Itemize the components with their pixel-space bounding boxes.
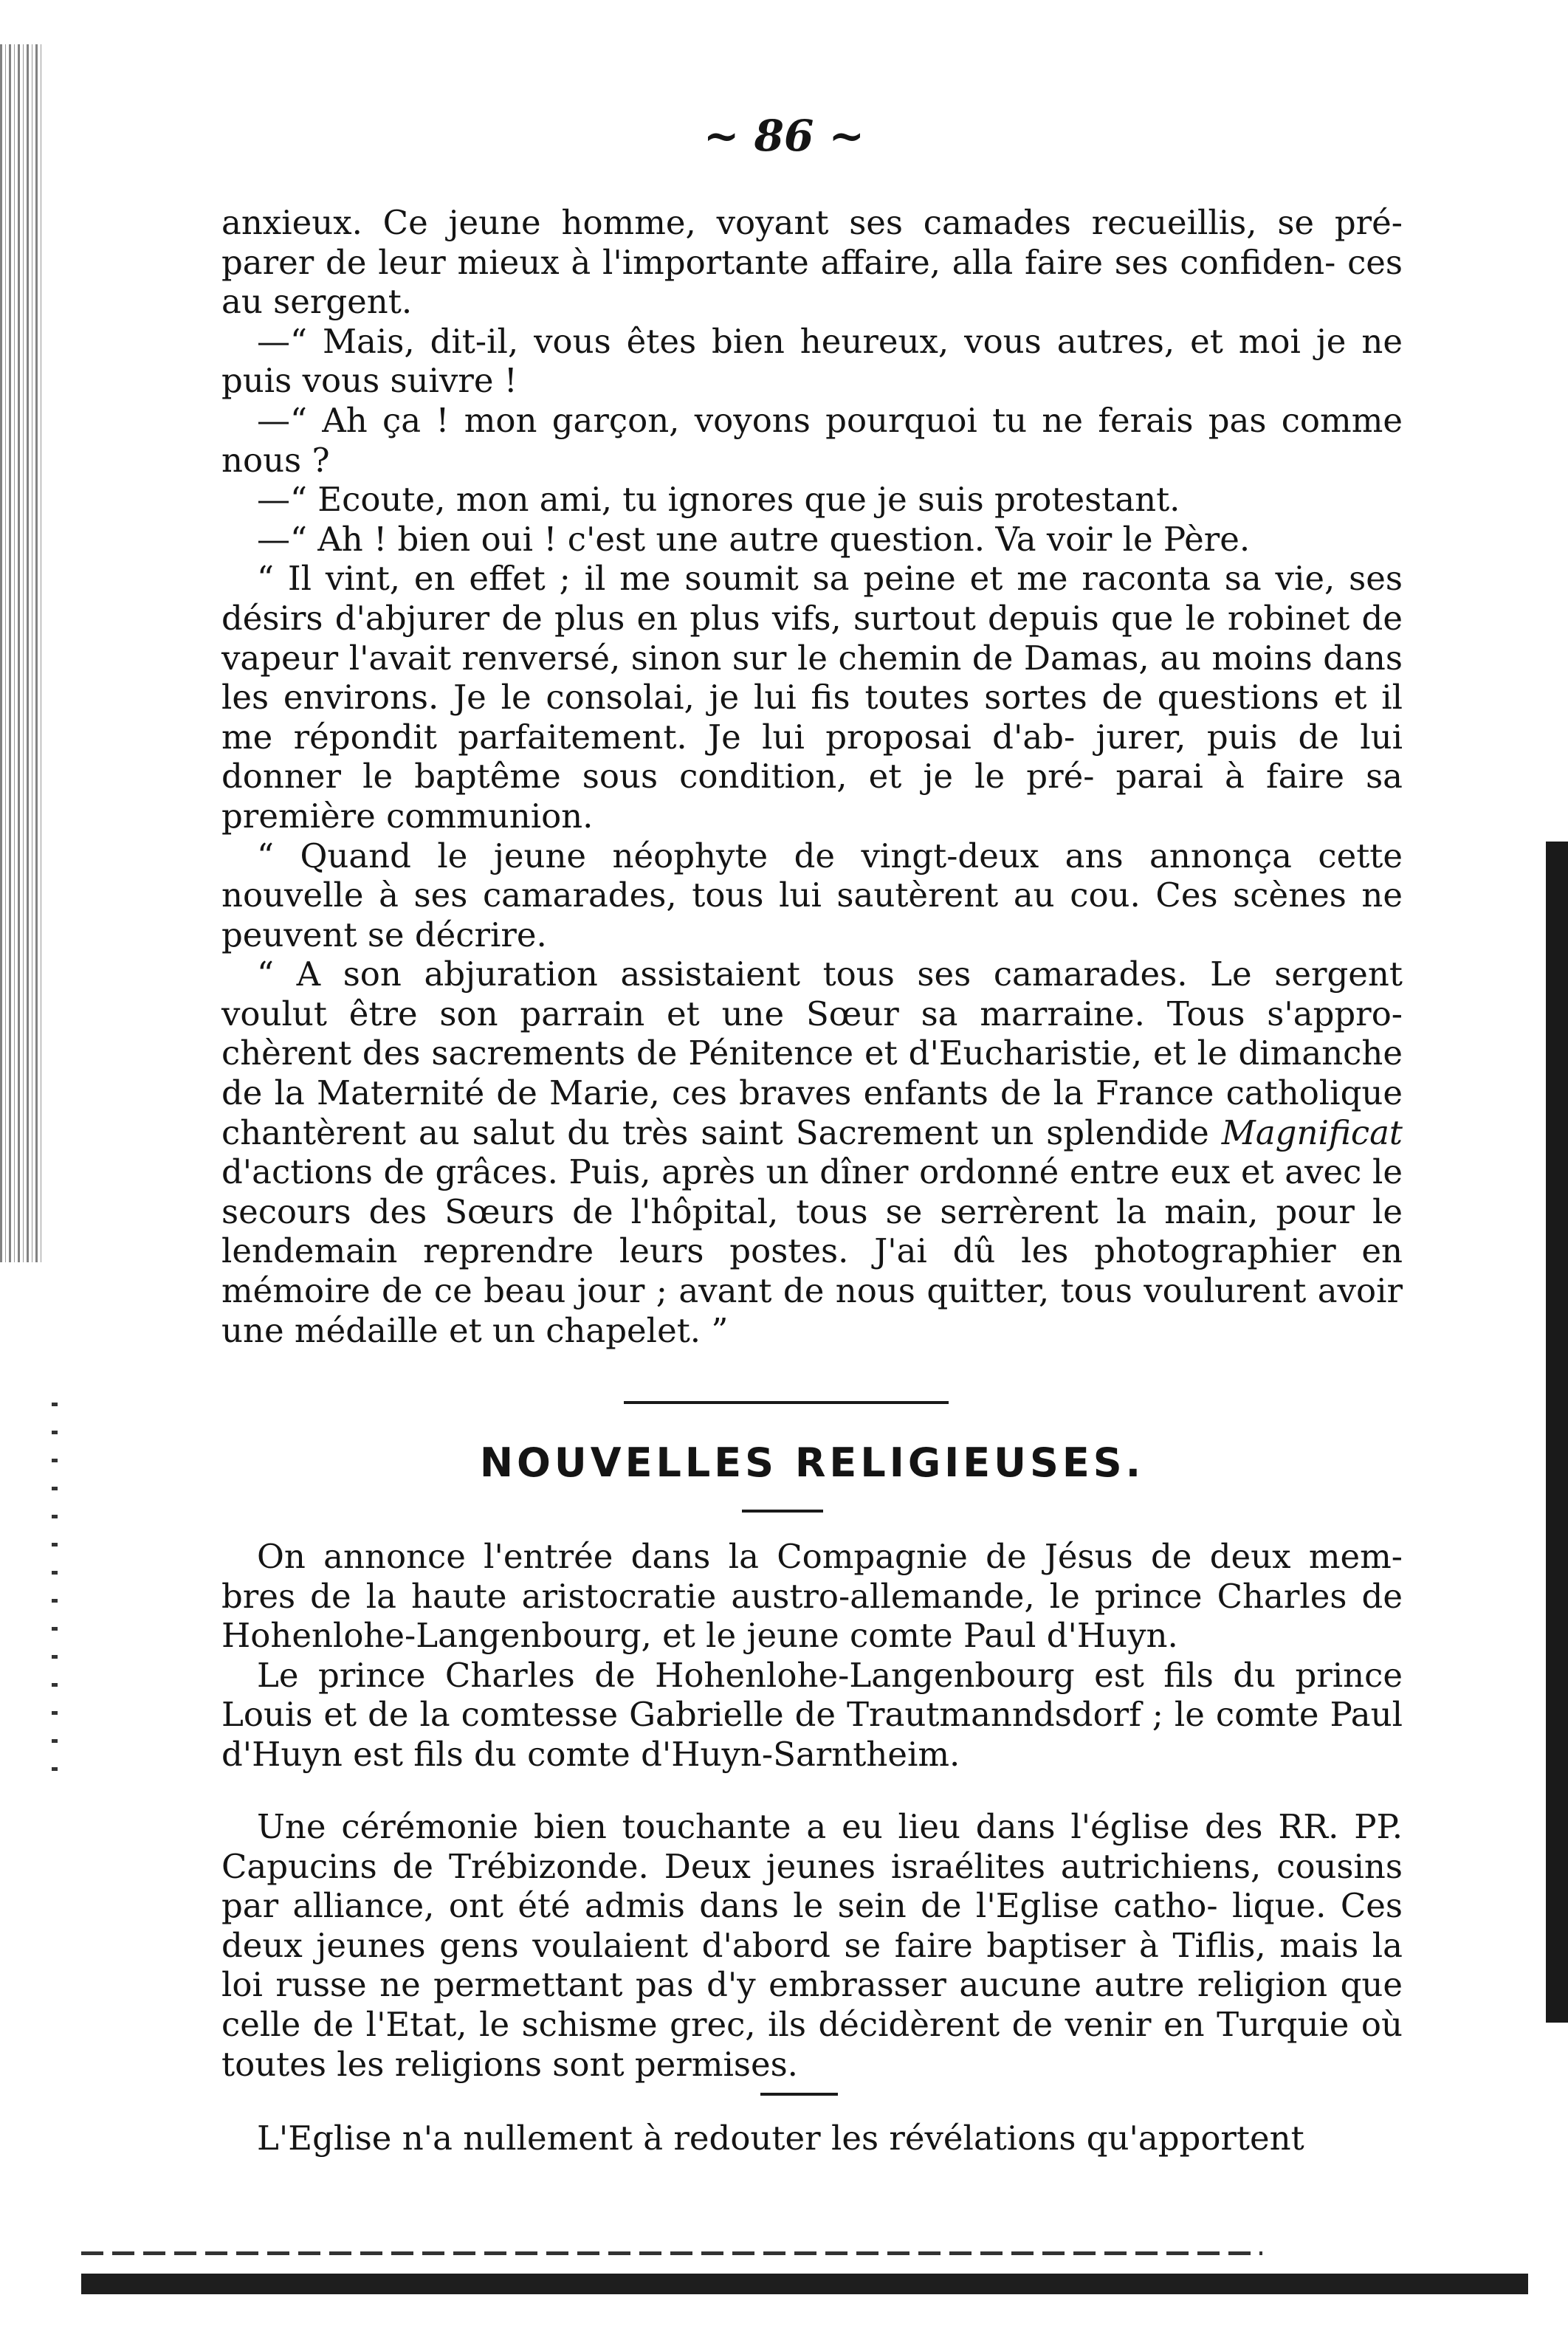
paragraph: —“ Ah ! bien oui ! c'est une autre question. Va voir le Père.	[257, 519, 1251, 559]
page-number	[0, 111, 1568, 161]
paragraph: —“ Ah ça ! mon garçon, voyons pourquoi tu ne ferais pas comme nous ?	[221, 400, 1403, 480]
magnificat-italic: Magnificat	[1221, 1112, 1403, 1152]
paragraph: Le prince Charles de Hohenlohe-Langenbourg est fils du prince Louis et de la comtesse Gabrielle de Trautmanndsdorf ; le comte Paul d'Huyn est fils du comte d'Huyn-Sarntheim.	[221, 1655, 1403, 1774]
paragraph: anxieux. Ce jeune homme, voyant ses camades recueillis, se pré- parer de leur mieux à l'importante affaire, alla faire ses confiden- ces au sergent.	[221, 203, 1403, 322]
news-item-1	[221, 1537, 1403, 1775]
paragraph: “ Quand le jeune néophyte de vingt-deux ans annonça cette nouvelle à ses camarades, tous lui sautèrent au cou. Ces scènes ne peuvent se décrire.	[221, 836, 1403, 954]
bottom-dashed-line	[81, 2251, 1262, 2255]
binding-edge-left	[0, 44, 44, 1262]
news-item-2	[221, 1807, 1403, 2084]
paragraph: —“ Mais, dit-il, vous êtes bien heureux, vous autres, et moi je ne puis vous suivre !	[221, 321, 1403, 401]
page-number-dash-left: ~	[703, 111, 754, 161]
text-run: “ A son abjuration assistaient tous ses camarades. Le sergent voulut être son parrain et une Sœur sa marraine. Tous s'appro- chèrent des sacrements de Pénitence et d'Eucharistie, et le dimanche de la Maternité de Marie, ces braves enfants de la France catholique chantèrent au salut du très saint Sacrement un splendide	[221, 954, 1403, 1152]
paragraph: Une cérémonie bien touchante a eu lieu dans l'église des RR. PP. Capucins de Trébizonde. Deux jeunes israélites autrichiens, cousins par alliance, ont été admis dans le sein de l'Eglise catho- lique. Ces deux jeunes gens voulaient d'abord se faire baptiser à Tiflis, mais la loi russe ne permettant pas d'y embrasser aucune autre religion que celle de l'Etat, le schisme grec, ils décidèrent de venir en Turquie où toutes les religions sont permises.	[221, 1807, 1403, 2084]
paragraph-abjuration	[221, 954, 1403, 1350]
paragraph: On annonce l'entrée dans la Compagnie de Jésus de deux mem- bres de la haute aristocratie austro-allemande, le prince Charles de Hohenlohe-Langenbourg, et le jeune comte Paul d'Huyn.	[221, 1537, 1403, 1656]
paragraph: “ Il vint, en effet ; il me soumit sa peine et me raconta sa vie, ses désirs d'abjurer de plus en plus vifs, surtout depuis que le robinet de vapeur l'avait renversé, sinon sur le chemin de Damas, au moins dans les environs. Je le consolai, je lui fis toutes sortes de questions et il me répondit parfaitement. Je lui proposai d'ab- jurer, puis de lui donner le baptême sous condition, et je le pré- parai à faire sa première communion.	[221, 559, 1403, 836]
separator-rule	[624, 1401, 949, 1404]
binding-edge-right	[1546, 842, 1568, 2023]
margin-dots	[52, 1403, 58, 1772]
text-run: d'actions de grâces. Puis, après un dîner ordonné entre eux et avec le secours des Sœurs de l'hôpital, tous se serrèrent la main, pour le lendemain reprendre leurs postes. J'ai dû les photographier en mémoire de ce beau jour ; avant de nous quitter, tous voulurent avoir une médaille et un chapelet. ”	[221, 1152, 1403, 1350]
section-title: NOUVELLES RELIGIEUSES.	[479, 1439, 1145, 1486]
title-underline	[742, 1510, 823, 1513]
page-number-dash-right: ~	[814, 111, 865, 161]
page-number-value: 86	[754, 111, 814, 161]
paragraph: —“ Ecoute, mon ami, tu ignores que je suis protestant.	[257, 480, 1180, 520]
paragraph: L'Eglise n'a nullement à redouter les révélations qu'apportent	[257, 2119, 1304, 2158]
news-item-3	[221, 2119, 1403, 2158]
news-separator	[760, 2093, 838, 2096]
article-continuation	[221, 203, 1403, 1350]
bottom-scan-band	[81, 2274, 1528, 2294]
